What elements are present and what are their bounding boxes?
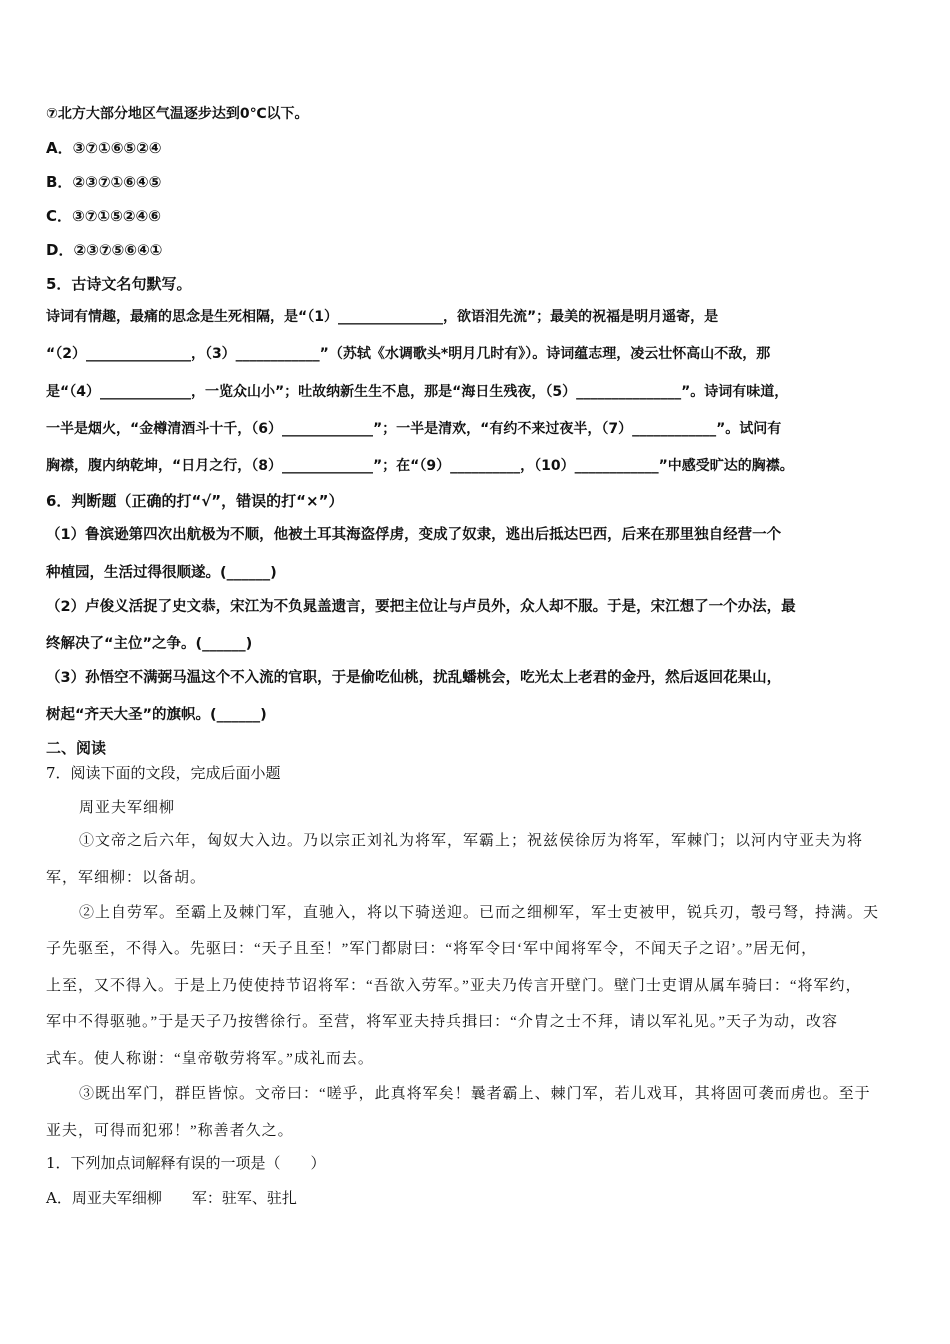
passage-para-2-line-2: 子先驱至，不得入。先驱曰：“天子且至！”军门都尉曰：“将军令曰‘军中闻将军令，不闻天子之诏’。”居无何， [46, 941, 818, 957]
passage-para-3-line-1: ③既出军门，群臣皆惊。文帝曰：“嗟乎，此真将军矣！曩者霸上、棘门军，若儿戏耳，其将固可袭而虏也。至于 [79, 1086, 871, 1102]
passage-para-2-line-4: 军中不得驱驰。”于是天子乃按辔徐行。至营，将军亚夫持兵揖曰：“介胄之士不拜，请以军礼见。”天子为动，改容 [46, 1014, 838, 1030]
question-5-line-3: 是“（4）_____________，一览众山小”；吐故纳新生生不息，那是“海日生残夜，（5）_______________”。诗词有味道， [46, 384, 789, 400]
question-4-item-7: ⑦北方大部分地区气温逐步达到0℃以下。 [46, 106, 309, 122]
passage-para-1-line-1: ①文帝之后六年，匈奴大入边。乃以宗正刘礼为将军，军霸上；祝兹侯徐厉为将军，军棘门；以河内守亚夫为将 [79, 833, 864, 849]
question-5-line-4: 一半是烟火，“金樽清酒斗十千，（6）_____________”；一半是清欢，“有约不来过夜半，（7）____________”。试问有 [46, 421, 782, 437]
question-6-item-3-line-2: 树起“齐天大圣”的旗帜。(______) [46, 707, 267, 723]
subquestion-1-title: 1．下列加点词解释有误的一项是（ ） [46, 1154, 326, 1172]
question-7-title: 7．阅读下面的文段，完成后面小题 [46, 764, 281, 782]
question-6-item-1-line-2: 种植园，生活过得很顺遂。(______) [46, 565, 277, 581]
question-6-title: 6．判断题（正确的打“√”，错误的打“×”） [46, 492, 344, 510]
passage-para-1-line-2: 军，军细柳：以备胡。 [46, 870, 207, 886]
question-5-line-5: 胸襟，腹内纳乾坤，“日月之行，（8）_____________”；在“（9）__________，（10）____________”中感受旷达的胸襟。 [46, 458, 794, 474]
option-b: B．②③⑦①⑥④⑤ [46, 173, 162, 191]
subquestion-1-option-a: A．周亚夫军细柳 军：驻军、驻扎 [46, 1189, 297, 1207]
passage-title: 周亚夫军细柳 [79, 800, 176, 816]
question-6-item-1-line-1: （1）鲁滨逊第四次出航极为不顺，他被土耳其海盗俘虏，变成了奴隶，逃出后抵达巴西，后来在那里独自经营一个 [46, 527, 782, 543]
question-6-item-2-line-1: （2）卢俊义活捉了史文恭，宋江为不负晁盖遗言，要把主位让与卢员外，众人却不服。于是，宋江想了一个办法，最 [46, 599, 796, 615]
question-6-item-2-line-2: 终解决了“主位”之争。(______) [46, 636, 253, 652]
passage-para-2-line-3: 上至，又不得入。于是上乃使使持节诏将军：“吾欲入劳军。”亚夫乃传言开壁门。壁门士吏谓从属车骑曰：“将军约， [46, 978, 862, 994]
option-a: A．③⑦①⑥⑤②④ [46, 139, 162, 157]
passage-para-2-line-1: ②上自劳军。至霸上及棘门军，直驰入，将以下骑送迎。已而之细柳军，军士吏被甲，锐兵刃，彀弓弩，持满。天 [79, 905, 880, 921]
question-5-line-1: 诗词有情趣，最痛的思念是生死相隔，是“（1）_______________，欲语泪先流”；最美的祝福是明月遥寄，是 [46, 309, 719, 325]
question-5-line-2: “（2）_______________，（3）____________”（苏轼《水调歌头*明月几时有》）。诗词蕴志理，凌云壮怀高山不敌，那 [46, 346, 771, 362]
option-c: C．③⑦①⑤②④⑥ [46, 207, 161, 225]
passage-para-2-line-5: 式车。使人称谢：“皇帝敬劳将军。”成礼而去。 [46, 1051, 374, 1067]
option-d: D．②③⑦⑤⑥④① [46, 241, 163, 259]
passage-para-3-line-2: 亚夫，可得而犯邪！”称善者久之。 [46, 1123, 294, 1139]
question-5-title: 5．古诗文名句默写。 [46, 275, 192, 293]
question-6-item-3-line-1: （3）孙悟空不满弼马温这个不入流的官职，于是偷吃仙桃，扰乱蟠桃会，吃光太上老君的金丹，然后返回花果山， [46, 670, 782, 686]
section-heading-reading: 二、阅读 [46, 739, 107, 757]
